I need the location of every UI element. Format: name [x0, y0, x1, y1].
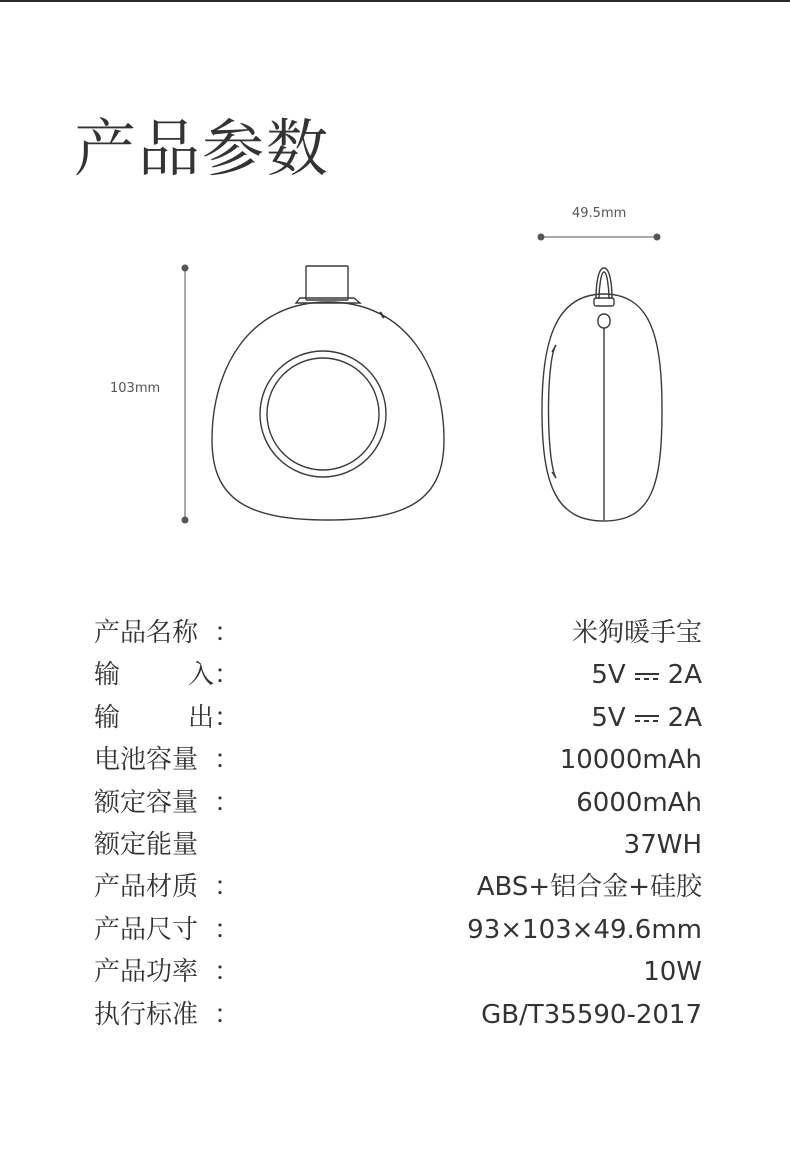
spec-value: 5V 2A [591, 660, 702, 691]
spec-row-battery-capacity [94, 739, 704, 781]
spec-row-size [94, 909, 704, 951]
spec-label: 产品功率 [94, 957, 199, 988]
spec-label: 输 入 [94, 660, 215, 691]
spec-value: 10W [643, 957, 702, 988]
page-title: 产品参数 [74, 112, 331, 185]
spec-label: 产品材质 [94, 872, 199, 903]
front-view [212, 266, 444, 520]
direct-current-icon [632, 669, 662, 683]
spec-row-standard [94, 994, 704, 1036]
height-dimension-line [182, 265, 188, 523]
spec-value: ABS+铝合金+硅胶 [476, 872, 702, 903]
spec-row-rated-energy [94, 824, 704, 866]
spec-label: 产品尺寸 [94, 914, 199, 945]
height-dimension-label: 103mm [110, 381, 161, 396]
spec-label: 电池容量 [94, 745, 199, 776]
spec-label: 额定能量 [94, 829, 199, 860]
spec-value: 6000mAh [576, 787, 702, 818]
spec-row-input [94, 654, 704, 696]
spec-colon: ： [214, 872, 241, 903]
spec-row-name [94, 612, 704, 654]
spec-colon: ： [214, 957, 241, 988]
spec-row-output [94, 697, 704, 739]
spec-value: 93×103×49.6mm [467, 914, 702, 945]
spec-colon: ： [214, 787, 241, 818]
product-drawing [0, 0, 790, 560]
width-dimension-line [538, 234, 660, 240]
spec-label: 额定容量 [94, 787, 199, 818]
width-dimension-label: 49.5mm [572, 206, 627, 221]
spec-colon: ： [214, 745, 241, 776]
spec-colon: ： [214, 999, 241, 1030]
spec-label: 输 出 [94, 702, 215, 733]
spec-value: 米狗暖手宝 [571, 618, 702, 648]
spec-label: 产品名称 [94, 618, 199, 648]
spec-table [94, 612, 704, 1036]
spec-colon: ： [214, 660, 241, 691]
spec-row-rated-capacity [94, 782, 704, 824]
direct-current-icon [632, 711, 662, 725]
spec-value: 5V 2A [591, 702, 702, 733]
spec-value: GB/T35590-2017 [481, 999, 702, 1030]
spec-colon: ： [214, 618, 241, 648]
spec-value: 37WH [623, 829, 702, 860]
spec-colon: ： [214, 914, 241, 945]
side-view [542, 268, 662, 521]
spec-row-power [94, 951, 704, 993]
spec-row-material [94, 866, 704, 908]
spec-value: 10000mAh [559, 745, 702, 776]
spec-label: 执行标准 [94, 999, 199, 1030]
spec-colon: ： [214, 702, 241, 733]
